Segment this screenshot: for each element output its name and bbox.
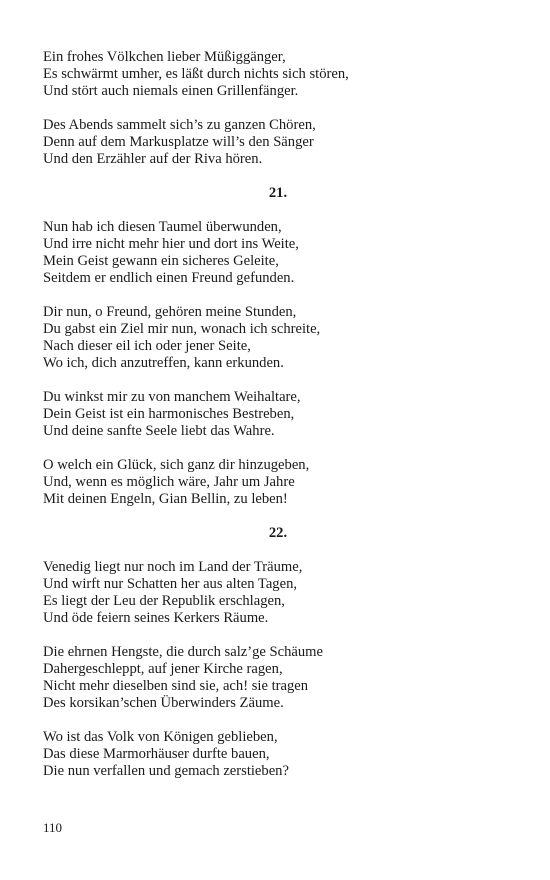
verse-line: Und deine sanfte Seele liebt das Wahre. <box>43 423 275 439</box>
verse-line: Mit deinen Engeln, Gian Bellin, zu leben! <box>43 491 288 507</box>
verse-line: Dir nun, o Freund, gehören meine Stunden, <box>43 304 297 320</box>
verse-line: Und den Erzähler auf der Riva hören. <box>43 151 263 167</box>
verse-line: Des Abends sammelt sich’s zu ganzen Chören, <box>43 117 316 133</box>
verse-line: Es liegt der Leu der Republik erschlagen, <box>43 593 285 609</box>
stanza-gap <box>43 627 513 644</box>
verse-line: Venedig liegt nur noch im Land der Träume, <box>43 559 303 575</box>
verse-line: Wo ich, dich anzutreffen, kann erkunden. <box>43 355 284 371</box>
verse-line: Es schwärmt umher, es läßt durch nichts sich stören, <box>43 66 349 82</box>
verse-line: Das diese Marmorhäuser durfte bauen, <box>43 746 270 762</box>
stanza <box>43 49 513 100</box>
verse-line: Des korsikan’schen Überwinders Zäume. <box>43 695 284 711</box>
verse-line: Denn auf dem Markusplatze will’s den Sänger <box>43 134 314 150</box>
stanza <box>43 304 513 372</box>
stanza-gap <box>43 100 513 117</box>
verse-line: Und, wenn es möglich wäre, Jahr um Jahre <box>43 474 295 490</box>
verse-line: Du gabst ein Ziel mir nun, wonach ich schreite, <box>43 321 321 337</box>
verse-line: Die nun verfallen und gemach zerstieben? <box>43 763 289 779</box>
stanza <box>43 457 513 508</box>
verse-line: Die ehrnen Hengste, die durch salz’ge Schäume <box>43 644 324 660</box>
stanza <box>43 389 513 440</box>
stanza-gap <box>43 287 513 304</box>
stanza <box>43 559 513 627</box>
verse-line: Und stört auch niemals einen Grillenfänger. <box>43 83 299 99</box>
stanza-gap <box>43 712 513 729</box>
page-number: 110 <box>43 820 63 835</box>
verse-line: Und wirft nur Schatten her aus alten Tagen, <box>43 576 298 592</box>
verse-line: O welch ein Glück, sich ganz dir hinzugeben, <box>43 457 310 473</box>
stanza <box>43 219 513 287</box>
verse-line: Nicht mehr dieselben sind sie, ach! sie tragen <box>43 678 309 694</box>
section-number: 22. <box>268 525 288 541</box>
verse-line: Und öde feiern seines Kerkers Räume. <box>43 610 269 626</box>
verse-line: Und irre nicht mehr hier und dort ins Weite, <box>43 236 299 252</box>
verse-line: Seitdem er endlich einen Freund gefunden. <box>43 270 295 286</box>
verse-line: Dahergeschleppt, auf jener Kirche ragen, <box>43 661 283 677</box>
stanza <box>43 117 513 168</box>
verse-line: Wo ist das Volk von Königen geblieben, <box>43 729 278 745</box>
stanza-gap <box>43 440 513 457</box>
stanza <box>43 644 513 712</box>
stanza-gap <box>43 372 513 389</box>
verse-line: Nun hab ich diesen Taumel überwunden, <box>43 219 282 235</box>
stanza <box>43 729 513 780</box>
verse-line: Dein Geist ist ein harmonisches Bestreben, <box>43 406 295 422</box>
verse-line: Du winkst mir zu von manchem Weihaltare, <box>43 389 301 405</box>
poem-page <box>43 49 513 780</box>
verse-line: Mein Geist gewann ein sicheres Geleite, <box>43 253 279 269</box>
verse-line: Nach dieser eil ich oder jener Seite, <box>43 338 251 354</box>
verse-line: Ein frohes Völkchen lieber Müßiggänger, <box>43 49 286 65</box>
section-number: 21. <box>268 185 288 201</box>
